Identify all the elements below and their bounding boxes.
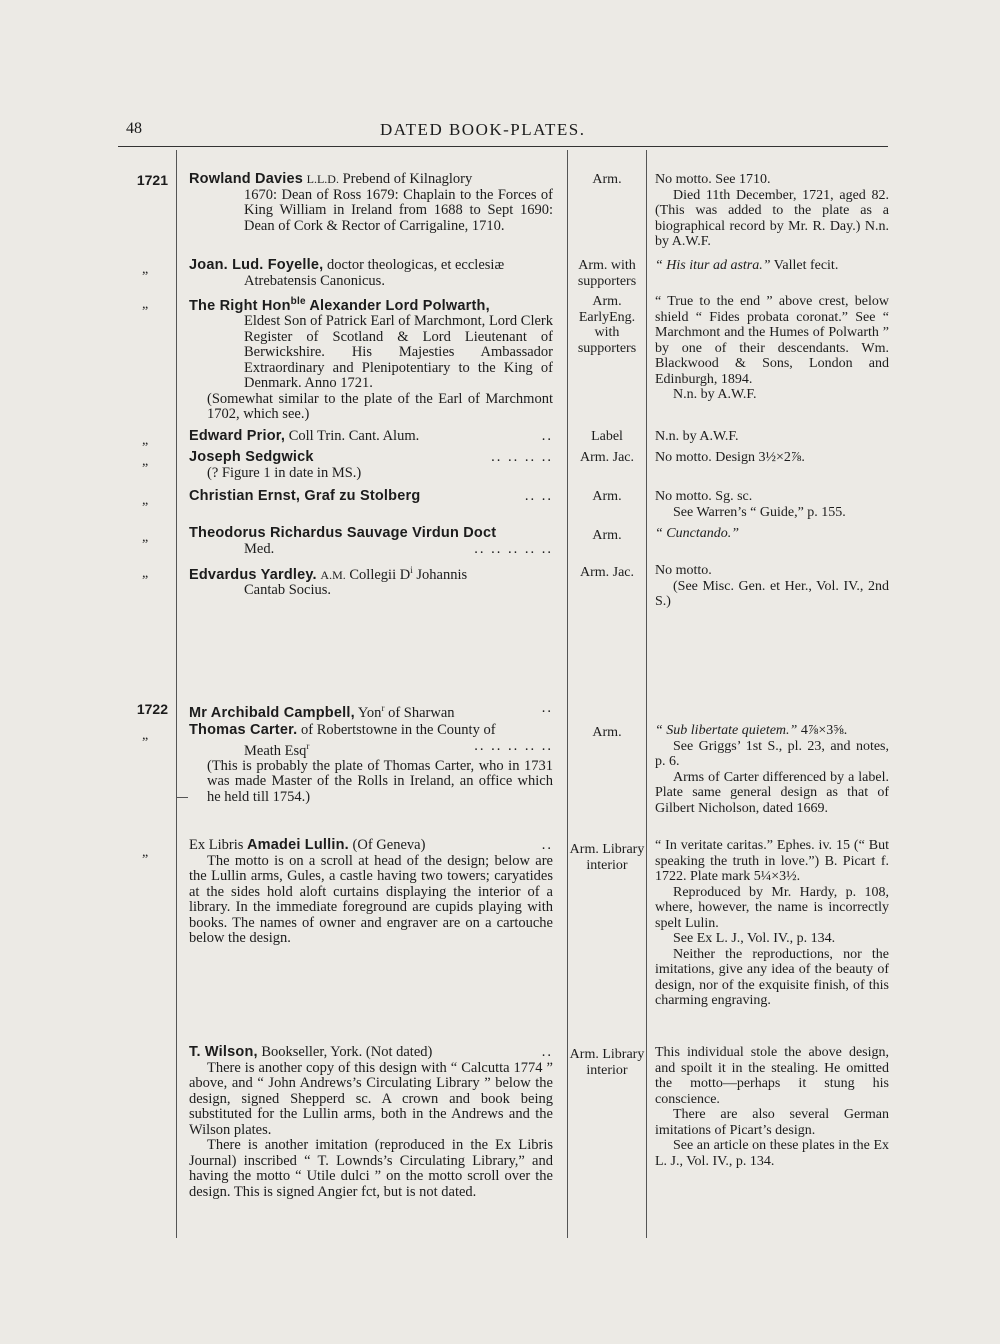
remarks-motto: “ In veritate caritas.” Ephes. iv. 15 (“ But speaking the truth in love.”) B. Picart f. 1722. Plate mark 5¼×3½. [655,838,889,884]
remarks-note: Neither the reproductions, nor the imitations, give any idea of the beauty of design, nor of the exquisite finish, of this charming engraving. [655,946,889,1008]
owner-name: T. Wilson, [189,1044,258,1060]
remarks-note: See an article on these plates in the Ex L. J., Vol. IV., p. 134. [655,1138,889,1169]
remarks [655,723,889,816]
plate-style: Arm. [592,725,622,740]
owner-name: Edward Prior, [189,428,286,444]
owner-name: Rowland Davies [189,171,303,187]
remarks-motto: “ True to the end ” above crest, below shield “ Fides probata coronat.” See “ Marchmont and the Humes of Polwarth ” by one of their descendants. Wm. Blackwood & Sons, London and Edinburgh, 1894. [655,294,889,387]
leader-dots: .. .. .. .. .. [474,540,553,557]
ditto-mark: „ [142,454,149,469]
entry-description-continued [189,542,553,558]
ex-libris-label: Ex Libris [189,837,244,853]
entry-campbell [189,701,553,721]
plate-style: Arm. EarlyEng. with supporters [577,294,637,356]
leader-dots: .. .. .. .. [491,449,553,465]
remarks-motto: No motto. See 1710. [655,172,771,187]
entry-description: of Robertstowne in the County of [301,722,496,738]
remarks-note: See Ex L. J., Vol. IV., p. 134. [673,931,836,946]
entry-description: Prebend of Kilnaglory [342,171,473,187]
remarks-note: N.n. by A.W.F. [673,387,757,402]
entry-sauvage [189,526,553,557]
ditto-mark: „ [142,728,149,743]
remarks-note: Died 11th December, 1721, aged 82. (This was added to the plate as a biographical record by Mr. R. Day.) N.n. by A.W.F. [655,187,889,249]
entry-note: (Somewhat similar to the plate of the Earl of Marchmont 1702, which see.) [207,390,553,423]
entry-paragraph: There is another imitation (reproduced in the Ex Libris Journal) inscribed “ T. Lownds’s Circulating Library,” and having the motto “ Utile dulci ” on the motto scroll over the design. This is signed Angier fct, but is not dated. [189,1137,553,1200]
entry-description-continued: Eldest Son of Patrick Earl of Marchmont, Lord Clerk Register of Scotland & Lord Lieutenant of Berwickshire. His Majesties Ambassador Extraordinary and Plenipotentiary to the King of Denmark. Anno 1721. [244,313,553,392]
leader-dots: .. .. .. .. .. [474,737,553,754]
ditto-mark: „ [142,566,149,581]
remarks-note: Reproduced by Mr. Hardy, p. 108, where, however, the name is incorrectly spelt Lulin. [655,884,889,931]
entry-polwarth [189,294,553,423]
superscript: r [306,740,310,751]
column-rule-right [646,150,647,1238]
remarks-note: See Warren’s “ Guide,” p. 155. [673,504,846,520]
entry-lullin [189,838,553,947]
remarks [655,258,889,274]
entry-foyelle [189,258,553,289]
superscript: r [381,703,385,713]
ditto-mark: „ [142,530,149,545]
entry-note: (? Figure 1 in date in MS.) [207,464,362,481]
leader-dots: .. [541,700,553,716]
degree: L.L.D. [306,172,339,186]
plate-style: Arm. [592,528,622,543]
remarks-note: See Griggs’ 1st S., pl. 23, and notes, p. 6. [655,738,889,769]
column-rule-left [176,150,177,1238]
entry-note: (This is probably the plate of Thomas Carter, who in 1731 was made Master of the Rolls in Ireland, an office which he held till 1754.) [207,757,553,805]
design-size: 4⅞×3⅝. [800,723,848,738]
remarks-note: Arms of Carter differenced by a label. Plate same general design as that of Gilbert Nicholson, dated 1669. [655,769,889,816]
remarks-motto: “ Cunctando.” [655,526,740,541]
remarks: No motto. Design 3½×2⅞. [655,450,805,465]
plate-style: Arm. Jac. [579,450,635,465]
leader-dots: .. [541,1044,553,1060]
remarks-motto: “ Sub libertate quietem.” [655,723,798,738]
entry-description: Bookseller, York. (Not dated) [261,1044,433,1060]
superscript: i [410,565,413,575]
remarks-note: Vallet fecit. [773,258,839,273]
remarks [655,526,889,542]
entry-description: Yon [357,704,382,721]
entry-carter [189,723,553,805]
ditto-mark: „ [142,433,149,448]
owner-name: Joan. Lud. Foyelle, [189,257,324,273]
remarks [655,172,889,250]
plate-style: Arm. Jac. [579,565,635,580]
leader-dots: .. .. [524,488,553,504]
entry-description-continued [189,739,553,759]
remarks-note: This individual stole the above design, and spoilt it in the stealing. He omitted the motto—perhaps it stung his conscience. [655,1045,889,1107]
remarks-note: (See Misc. Gen. et Her., Vol. IV., 2nd S.) [655,578,889,609]
entry-yardley [189,563,553,599]
description-text: Meath Esq [244,742,307,759]
remarks-line [655,723,889,739]
owner-name: Joseph Sedgwick [189,449,314,465]
ditto-mark: „ [142,297,149,312]
owner-name: Amadei Lullin. [247,837,349,853]
ditto-mark: „ [142,262,149,277]
entry-description-continued: Cantab Socius. [244,582,331,599]
plate-style: Arm. Library interior [569,842,645,873]
section-divider [176,797,188,798]
entry-paragraph: The motto is on a scroll at head of the design; below are the Lullin arms, Gules, a castle having two towers; caryatides at the sides hold aloft curtains displaying the interior of a library. In the immediate foreground are cupids playing with books. The names of owner and engraver are on a cartouche below the design. [189,852,553,946]
plate-style: Label [591,429,623,444]
remarks-note: There are also several German imitations of Picart’s design. [655,1107,889,1138]
entry-wilson [189,1045,553,1200]
entry-paragraph: There is another copy of this design with “ Calcutta 1774 ” above, and “ John Andrews’s Circulating Library ” below the design, signed Shepperd sc. A crown and book being substituted for the Lullin arms, both in the Andrews and the Wilson plates. [189,1059,553,1138]
remarks: N.n. by A.W.F. [655,429,739,444]
owner-name: Edvardus Yardley. [189,566,317,583]
owner-name-part: Alexander Lord Polwarth, [309,297,490,314]
entry-description: Collegii D [349,566,411,583]
entry-description: doctor theologicas, et ecclesiæ [326,257,505,273]
year-label: 1722 [136,701,168,717]
leader-dots: .. [541,428,553,444]
entry-description: Coll Trin. Cant. Alum. [288,428,420,444]
owner-name: Theodorus Richardus Sauvage Virdun Doct [189,525,497,541]
header-rule [118,146,888,147]
entry-prior [189,429,553,445]
page-number: 48 [126,120,142,137]
plate-style: Arm. [592,489,622,504]
superscript: ble [290,296,306,307]
entry-sedgwick [189,450,553,481]
entry-description-continued: Atrebatensis Canonicus. [244,272,385,289]
ditto-mark: „ [142,493,149,508]
remarks-motto: No motto. [655,563,712,578]
degree: A.M. [320,567,346,582]
running-head: DATED BOOK-PLATES. [380,120,586,139]
remarks [655,294,889,403]
entry-description-part: Johannis [416,566,468,583]
plate-style: Arm. with supporters [577,258,637,289]
owner-name: Thomas Carter. [189,722,298,738]
remarks-motto: No motto. Sg. sc. [655,489,753,504]
remarks [655,838,889,1009]
remarks [655,1045,889,1169]
remarks-motto: “ His itur ad astra.” [655,258,771,273]
owner-name-part: The Right Hon [189,297,291,314]
owner-name: Mr Archibald Campbell, [189,704,355,721]
entry-stolberg [189,489,553,505]
entry-description: (Of Geneva) [352,837,426,853]
remarks [655,563,889,610]
entry-description-part: of Sharwan [388,704,455,721]
remarks [655,489,889,520]
plate-style: Arm. [592,172,622,187]
plate-style: Arm. Library interior [569,1047,645,1078]
leader-dots: .. [541,837,553,853]
ditto-mark: „ [142,845,149,860]
year-label: 1721 [136,172,168,188]
entry-rowland-davies [189,172,553,234]
entry-description-continued: 1670: Dean of Ross 1679: Chaplain to the Forces of King William in Ireland from 1688 to Sept 1690: Dean of Cork & Rector of Carrigaline, 1710. [244,186,553,234]
owner-name: Christian Ernst, Graf zu Stolberg [189,488,421,504]
description-text: Med. [244,540,275,557]
